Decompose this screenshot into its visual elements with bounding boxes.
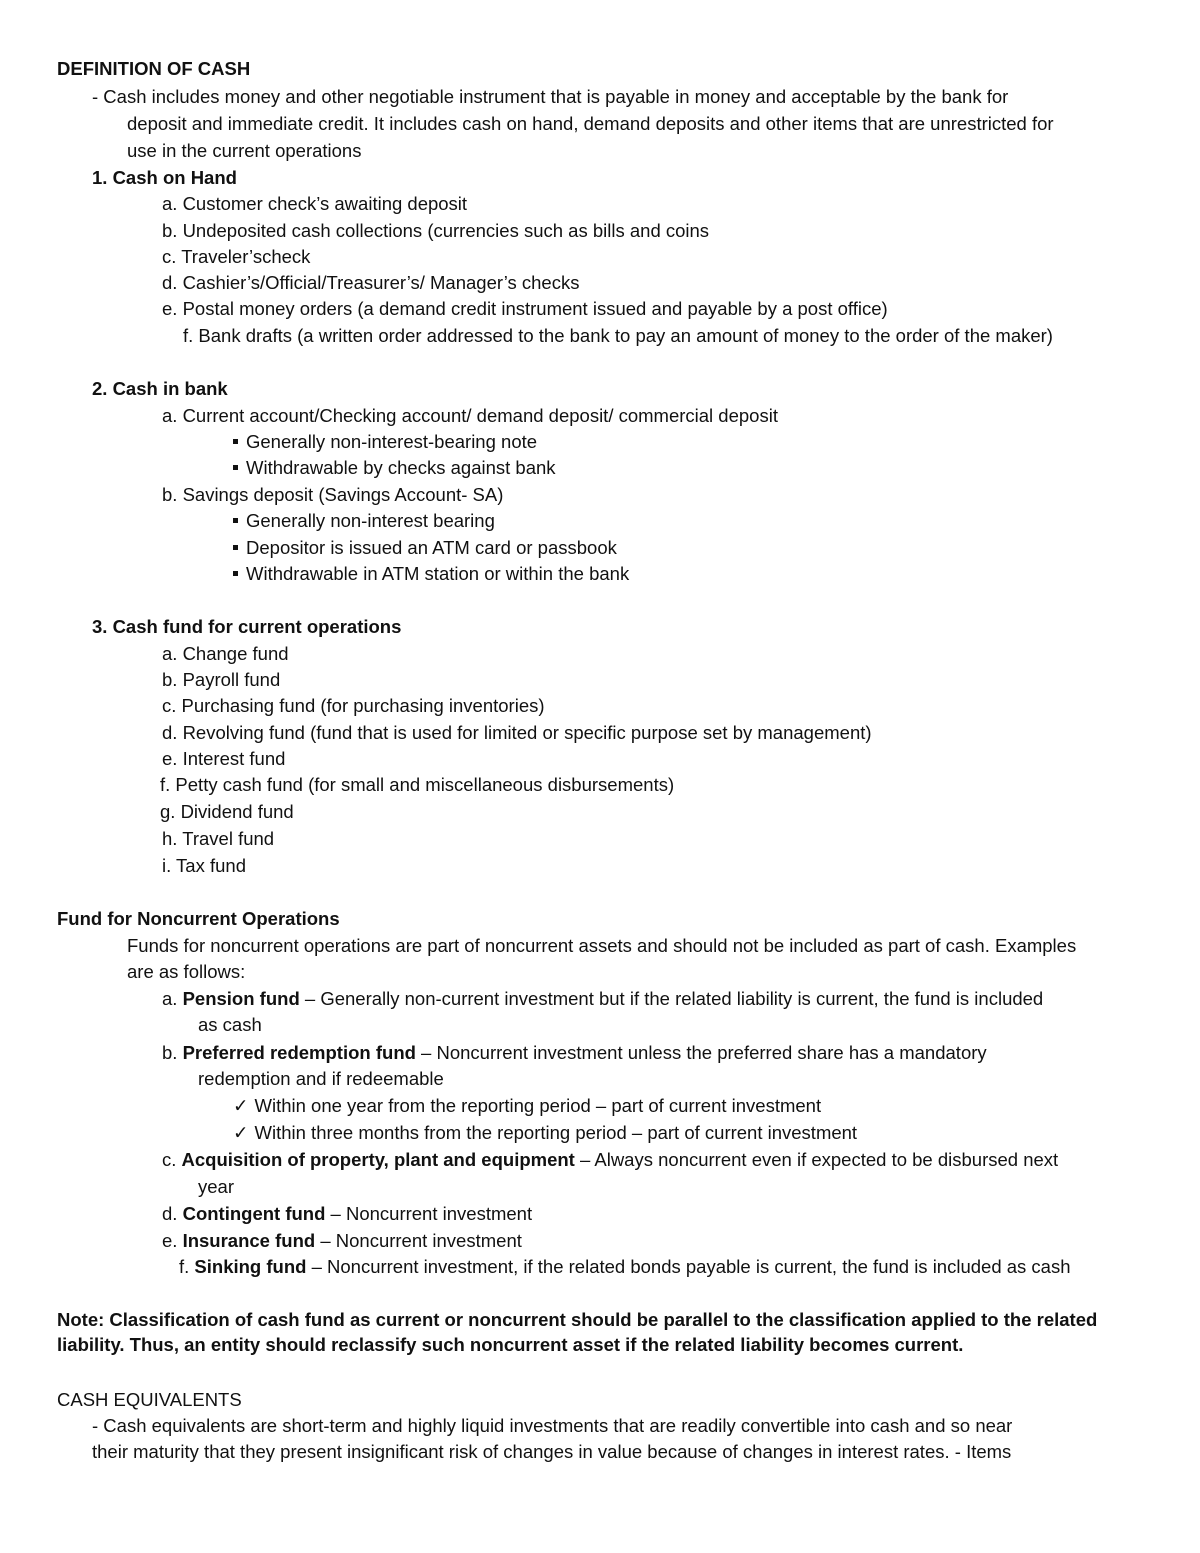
heading-cash-fund: 3. Cash fund for current operations	[92, 616, 402, 637]
item-term: Insurance fund	[182, 1230, 316, 1251]
item-text: – Noncurrent investment unless the preferred share has a mandatory	[415, 1042, 987, 1063]
list-item: e. Postal money orders (a demand credit instrument issued and payable by a post office)	[162, 298, 888, 319]
list-item: g. Dividend fund	[160, 801, 294, 822]
list-item-continuation: redemption and if redeemable	[198, 1068, 444, 1089]
item-text: – Generally non-current investment but if the related liability is current, the fund is included	[299, 988, 1044, 1009]
heading-noncurrent: Fund for Noncurrent Operations	[57, 908, 340, 929]
bullet-icon	[233, 465, 238, 470]
check-item	[233, 1095, 821, 1117]
list-item: f. Petty cash fund (for small and miscellaneous disbursements)	[160, 774, 675, 795]
list-item: h. Travel fund	[162, 828, 275, 849]
bullet-text: Withdrawable by checks against bank	[246, 457, 556, 478]
check-text: Within one year from the reporting period – part of current investment	[254, 1095, 822, 1116]
item-prefix: f.	[179, 1256, 195, 1277]
list-item: b. Payroll fund	[162, 669, 281, 690]
item-prefix: e.	[162, 1230, 183, 1251]
list-item: b. Savings deposit (Savings Account- SA)	[162, 484, 504, 505]
equivalents-line-1: - Cash equivalents are short-term and highly liquid investments that are readily convertible into cash and so near	[92, 1415, 1013, 1436]
item-text: – Always noncurrent even if expected to be disbursed next	[574, 1149, 1059, 1170]
definition-line-2: deposit and immediate credit. It includes cash on hand, demand deposits and other items that are unrestricted for	[127, 113, 1054, 134]
note-line-1: Note: Classification of cash fund as current or noncurrent should be parallel to the classification applied to the related	[57, 1309, 1098, 1330]
list-item: e. Interest fund	[162, 748, 286, 769]
list-item: d. Revolving fund (fund that is used for limited or specific purpose set by management)	[162, 722, 872, 743]
heading-cash-on-hand: 1. Cash on Hand	[92, 167, 237, 188]
bullet-icon	[233, 518, 238, 523]
list-item-contingent	[162, 1203, 532, 1225]
heading-cash-in-bank: 2. Cash in bank	[92, 378, 228, 399]
list-item: b. Undeposited cash collections (currencies such as bills and coins	[162, 220, 710, 241]
noncurrent-intro-2: are as follows:	[127, 961, 246, 982]
item-term: Contingent fund	[182, 1203, 326, 1224]
check-icon: ✓	[233, 1095, 249, 1116]
bullet-icon	[233, 545, 238, 550]
item-text: – Noncurrent investment	[325, 1203, 533, 1224]
list-item-acquisition	[162, 1149, 1058, 1171]
item-text: – Noncurrent investment	[315, 1230, 522, 1251]
list-item-insurance	[162, 1230, 522, 1252]
item-term: Pension fund	[182, 988, 300, 1009]
item-term: Preferred redemption fund	[182, 1042, 416, 1063]
bullet-item	[233, 510, 495, 532]
list-item: a. Customer check’s awaiting deposit	[162, 193, 468, 214]
bullet-text: Withdrawable in ATM station or within the bank	[246, 563, 630, 584]
item-prefix: c.	[162, 1149, 182, 1170]
bullet-item	[233, 431, 537, 453]
list-item-pension	[162, 988, 1043, 1010]
bullet-icon	[233, 439, 238, 444]
definition-line-3: use in the current operations	[127, 140, 362, 161]
item-term: Sinking fund	[194, 1256, 307, 1277]
check-icon: ✓	[233, 1122, 249, 1143]
note-line-2: liability. Thus, an entity should reclassify such noncurrent asset if the related liability becomes current.	[57, 1334, 964, 1355]
item-text: – Noncurrent investment, if the related bonds payable is current, the fund is included as cash	[306, 1256, 1071, 1277]
bullet-text: Depositor is issued an ATM card or passbook	[246, 537, 617, 558]
list-item: i. Tax fund	[162, 855, 246, 876]
list-item: d. Cashier’s/Official/Treasurer’s/ Manager’s checks	[162, 272, 580, 293]
noncurrent-intro-1: Funds for noncurrent operations are part of noncurrent assets and should not be included as part of cash. Examples	[127, 935, 1077, 956]
item-term: Acquisition of property, plant and equipment	[181, 1149, 575, 1170]
bullet-text: Generally non-interest bearing	[246, 510, 495, 531]
list-item: f. Bank drafts (a written order addressed to the bank to pay an amount of money to the order of the maker)	[183, 325, 1053, 346]
list-item: c. Purchasing fund (for purchasing inventories)	[162, 695, 545, 716]
list-item-preferred	[162, 1042, 987, 1064]
item-prefix: a.	[162, 988, 183, 1009]
item-prefix: d.	[162, 1203, 183, 1224]
definition-line-1: - Cash includes money and other negotiable instrument that is payable in money and acceptable by the bank for	[92, 86, 1009, 107]
list-item: c. Traveler’scheck	[162, 246, 311, 267]
bullet-text: Generally non-interest-bearing note	[246, 431, 538, 452]
list-item-sinking	[179, 1256, 1071, 1278]
list-item: a. Current account/Checking account/ demand deposit/ commercial deposit	[162, 405, 778, 426]
list-item-continuation: year	[198, 1176, 234, 1197]
heading-definition-of-cash: DEFINITION OF CASH	[57, 58, 251, 79]
item-prefix: b.	[162, 1042, 183, 1063]
list-item: a. Change fund	[162, 643, 289, 664]
check-text: Within three months from the reporting period – part of current investment	[254, 1122, 858, 1143]
bullet-item	[233, 537, 617, 559]
list-item-continuation: as cash	[198, 1014, 262, 1035]
bullet-icon	[233, 571, 238, 576]
check-item	[233, 1122, 857, 1144]
bullet-item	[233, 457, 556, 479]
bullet-item	[233, 563, 629, 585]
equivalents-line-2: their maturity that they present insignificant risk of changes in value because of changes in interest rates. - Items	[92, 1441, 1012, 1462]
heading-cash-equivalents: CASH EQUIVALENTS	[57, 1389, 242, 1410]
